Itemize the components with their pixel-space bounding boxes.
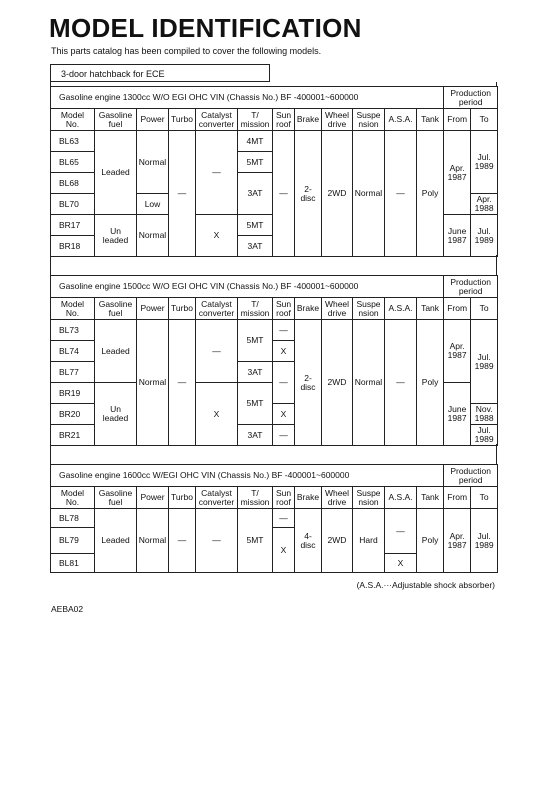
page-subtitle: This parts catalog has been compiled to cover the following models. (51, 46, 322, 56)
transmission-cell: 3AT (238, 173, 273, 215)
header-from: From (444, 298, 471, 320)
turbo-cell: — (169, 320, 196, 446)
model-number: BR21 (51, 425, 95, 446)
header-to: To (471, 298, 498, 320)
engine-spec: Gasoline engine 1500cc W/O EGI OHC VIN (Chassis No.) BF -400001~600000 (51, 276, 444, 298)
header-tank: Tank (417, 109, 444, 131)
transmission-cell: 4MT (238, 131, 273, 152)
header-power: Power (137, 298, 169, 320)
model-number: BL63 (51, 131, 95, 152)
transmission-cell: 5MT (238, 383, 273, 425)
engine-spec: Gasoline engine 1300cc W/O EGI OHC VIN (Chassis No.) BF -400001~600000 (51, 87, 444, 109)
header-tank: Tank (417, 487, 444, 509)
transmission-cell: 3AT (238, 236, 273, 257)
header-model: Model No. (51, 109, 95, 131)
from-cell: June 1987 (444, 383, 471, 446)
tank-cell: Poly (417, 131, 444, 257)
header-from: From (444, 109, 471, 131)
production-period-header: Production period (444, 465, 498, 487)
model-number: BR19 (51, 383, 95, 404)
transmission-cell: 5MT (238, 215, 273, 236)
asa-cell: X (385, 554, 417, 573)
asa-cell: — (385, 320, 417, 446)
header-to: To (471, 109, 498, 131)
section-1500cc-table (50, 275, 498, 446)
tank-cell: Poly (417, 320, 444, 446)
section-1300cc-table (50, 86, 498, 257)
to-cell: Jul. 1989 (471, 425, 498, 446)
catalyst-cell: — (196, 509, 238, 573)
model-number: BL73 (51, 320, 95, 341)
from-cell: June 1987 (444, 215, 471, 257)
model-number: BL78 (51, 509, 95, 528)
sunroof-cell: — (273, 320, 295, 341)
from-cell: Apr. 1987 (444, 320, 471, 383)
section-spacer (50, 255, 497, 275)
header-suspension: Suspe nsion (353, 109, 385, 131)
to-cell: Jul. 1989 (471, 131, 498, 194)
model-number: BL81 (51, 554, 95, 573)
header-transmission: T/ mission (238, 298, 273, 320)
catalyst-cell: — (196, 320, 238, 383)
model-number: BL65 (51, 152, 95, 173)
suspension-cell: Normal (353, 131, 385, 257)
header-power: Power (137, 109, 169, 131)
sunroof-cell: — (273, 362, 295, 404)
asa-cell: — (385, 131, 417, 257)
header-sunroof: Sun roof (273, 487, 295, 509)
header-fuel: Gasoline fuel (95, 109, 137, 131)
model-number: BL68 (51, 173, 95, 194)
power-cell: Low (137, 194, 169, 215)
transmission-cell: 3AT (238, 362, 273, 383)
engine-spec: Gasoline engine 1600cc W/EGI OHC VIN (Chassis No.) BF -400001~600000 (51, 465, 444, 487)
sunroof-cell: X (273, 341, 295, 362)
wheel-drive-cell: 2WD (322, 131, 353, 257)
variant-label: 3-door hatchback for ECE (50, 64, 270, 82)
fuel-cell: Leaded (95, 509, 137, 573)
header-brake: Brake (295, 109, 322, 131)
to-cell: Jul. 1989 (471, 509, 498, 573)
to-cell: Jul. 1989 (471, 320, 498, 404)
sunroof-cell: — (273, 425, 295, 446)
header-brake: Brake (295, 487, 322, 509)
sunroof-cell: — (273, 509, 295, 528)
header-turbo: Turbo (169, 487, 196, 509)
document-code: AEBA02 (51, 604, 84, 614)
production-period-header: Production period (444, 276, 498, 298)
header-sunroof: Sun roof (273, 298, 295, 320)
header-power: Power (137, 487, 169, 509)
fuel-cell: Un leaded (95, 383, 137, 446)
catalyst-cell: — (196, 131, 238, 215)
power-cell: Normal (137, 215, 169, 257)
model-number: BR17 (51, 215, 95, 236)
header-wheel-drive: Wheel drive (322, 487, 353, 509)
header-catalyst: Catalyst converter (196, 109, 238, 131)
power-cell: Normal (137, 509, 169, 573)
model-number: BL74 (51, 341, 95, 362)
header-to: To (471, 487, 498, 509)
sunroof-cell: X (273, 404, 295, 425)
header-tank: Tank (417, 298, 444, 320)
header-suspension: Suspe nsion (353, 298, 385, 320)
to-cell: Nov. 1988 (471, 404, 498, 425)
transmission-cell: 5MT (238, 152, 273, 173)
header-asa: A.S.A. (385, 487, 417, 509)
from-cell: Apr. 1987 (444, 509, 471, 573)
header-suspension: Suspe nsion (353, 487, 385, 509)
header-fuel: Gasoline fuel (95, 487, 137, 509)
brake-cell: 2- disc (295, 131, 322, 257)
fuel-cell: Un leaded (95, 215, 137, 257)
power-cell: Normal (137, 320, 169, 446)
suspension-cell: Normal (353, 320, 385, 446)
header-wheel-drive: Wheel drive (322, 109, 353, 131)
to-cell: Apr. 1988 (471, 194, 498, 215)
header-transmission: T/ mission (238, 487, 273, 509)
wheel-drive-cell: 2WD (322, 509, 353, 573)
sunroof-cell: X (273, 528, 295, 573)
header-model: Model No. (51, 487, 95, 509)
turbo-cell: — (169, 509, 196, 573)
fuel-cell: Leaded (95, 131, 137, 215)
header-asa: A.S.A. (385, 298, 417, 320)
asa-cell: — (385, 509, 417, 554)
header-turbo: Turbo (169, 109, 196, 131)
turbo-cell: — (169, 131, 196, 257)
section-spacer (50, 444, 497, 464)
section-1600cc-table (50, 464, 498, 573)
header-sunroof: Sun roof (273, 109, 295, 131)
brake-cell: 2- disc (295, 320, 322, 446)
header-catalyst: Catalyst converter (196, 298, 238, 320)
power-cell: Normal (137, 131, 169, 194)
suspension-cell: Hard (353, 509, 385, 573)
header-asa: A.S.A. (385, 109, 417, 131)
header-catalyst: Catalyst converter (196, 487, 238, 509)
legend-note: (A.S.A.···Adjustable shock absorber) (356, 580, 495, 590)
production-period-header: Production period (444, 87, 498, 109)
sunroof-cell: — (273, 131, 295, 257)
header-from: From (444, 487, 471, 509)
model-number: BL70 (51, 194, 95, 215)
catalyst-cell: X (196, 215, 238, 257)
page-title: MODEL IDENTIFICATION (49, 13, 362, 43)
model-number: BR20 (51, 404, 95, 425)
fuel-cell: Leaded (95, 320, 137, 383)
header-transmission: T/ mission (238, 109, 273, 131)
transmission-cell: 3AT (238, 425, 273, 446)
brake-cell: 4- disc (295, 509, 322, 573)
header-fuel: Gasoline fuel (95, 298, 137, 320)
header-brake: Brake (295, 298, 322, 320)
model-number: BR18 (51, 236, 95, 257)
catalyst-cell: X (196, 383, 238, 446)
wheel-drive-cell: 2WD (322, 320, 353, 446)
header-wheel-drive: Wheel drive (322, 298, 353, 320)
transmission-cell: 5MT (238, 320, 273, 362)
from-cell: Apr. 1987 (444, 131, 471, 215)
to-cell: Jul. 1989 (471, 215, 498, 257)
model-number: BL79 (51, 528, 95, 554)
model-number: BL77 (51, 362, 95, 383)
header-model: Model No. (51, 298, 95, 320)
tank-cell: Poly (417, 509, 444, 573)
header-turbo: Turbo (169, 298, 196, 320)
transmission-cell: 5MT (238, 509, 273, 573)
